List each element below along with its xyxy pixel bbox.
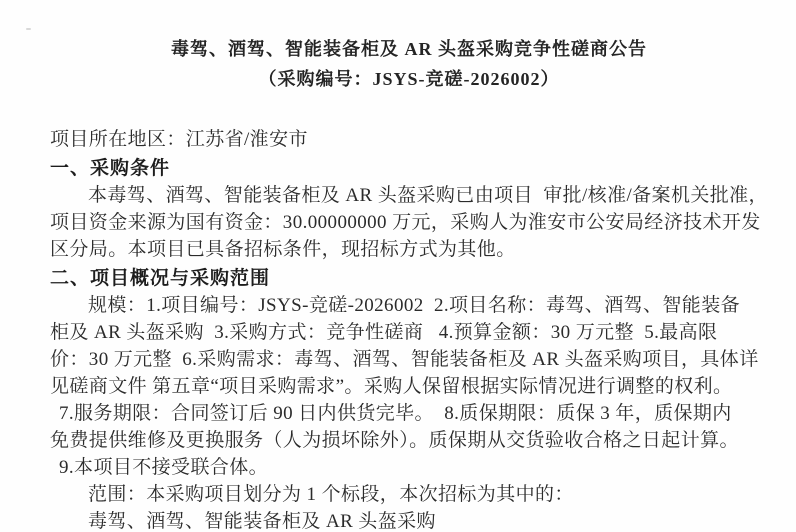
procurement-number-subtitle: （采购编号：JSYS-竞磋-2026002）: [258, 69, 560, 89]
section-1-heading: 一、采购条件: [50, 158, 171, 179]
section-1-line: 本毒驾、酒驾、智能装备柜及 AR 头盔采购已由项目 审批/核准/备案机关批准，: [88, 185, 768, 206]
section-2-line: 见磋商文件 第五章“项目采购需求”。采购人保留根据实际情况进行调整的权利。: [50, 376, 733, 397]
section-2-line: 范围：本采购项目划分为 1 个标段，本次招标为其中的：: [88, 484, 574, 505]
section-2-line: 价：30 万元整 6.采购需求：毒驾、酒驾、智能装备柜及 AR 头盔采购项目，具体详: [50, 349, 759, 370]
section-1-line: 项目资金来源为国有资金：30.00000000 万元，采购人为淮安市公安局经济技术开发: [50, 212, 761, 233]
project-location-line: 项目所在地区：江苏省/淮安市: [50, 129, 308, 150]
section-1-line: 区分局。本项目已具备招标条件，现招标方式为其他。: [50, 239, 516, 260]
document-title: 毒驾、酒驾、智能装备柜及 AR 头盔采购竞争性磋商公告: [171, 39, 647, 59]
section-2-line: 规模：1.项目编号：JSYS-竞磋-2026002 2.项目名称：毒驾、酒驾、智能装备: [88, 295, 741, 316]
scan-artifact-speck: [26, 28, 31, 30]
section-2-line: 柜及 AR 头盔采购 3.采购方式：竞争性磋商 4.预算金额：30 万元整 5.最高限: [50, 322, 718, 343]
section-2-heading: 二、项目概况与采购范围: [50, 268, 271, 289]
section-2-line: 毒驾、酒驾、智能装备柜及 AR 头盔采购: [88, 511, 436, 532]
section-2-line: 7.服务期限：合同签订后 90 日内供货完毕。 8.质保期限：质保 3 年，质保期内: [59, 403, 732, 424]
section-2-line: 免费提供维修及更换服务（人为损坏除外）。质保期从交货验收合格之日起计算。: [50, 430, 739, 451]
section-2-line: 9.本项目不接受联合体。: [59, 457, 269, 478]
